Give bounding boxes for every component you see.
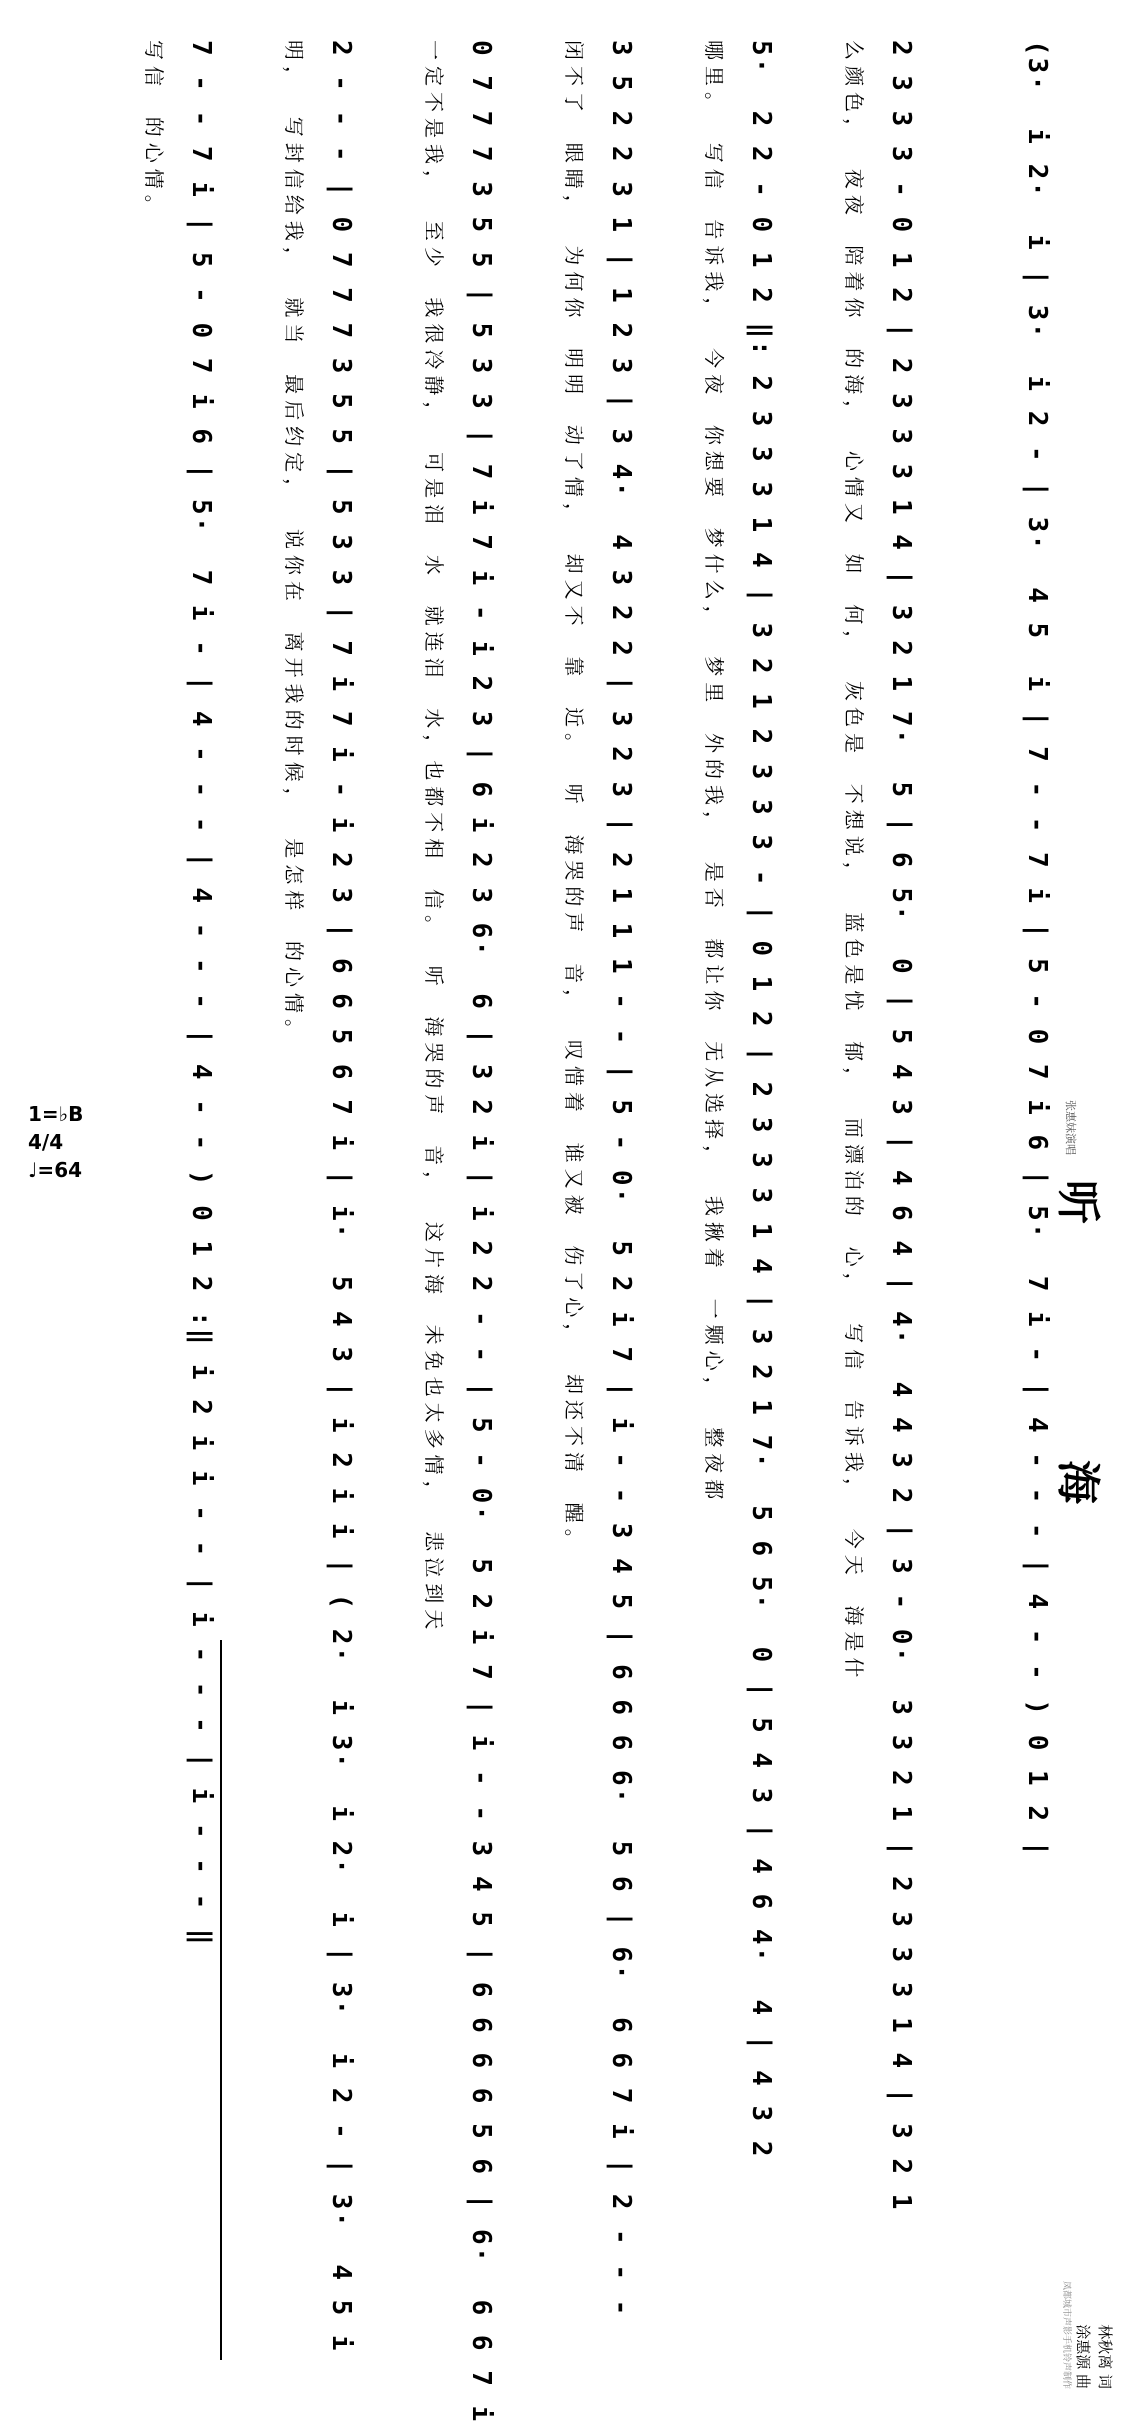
system-1 — [960, 40, 1052, 2390]
system-notes: 0 7 7 7 3 5 5 | 5 3 3 | 7 i 7 i - i 2 3 | 6 i 2 3 6· 6 | 3 2 i | i 2 2 - - | 5 - 0· 5 2 i 7 | i - - 3 4 5 | 6 6 6 6 5 6 | 6· 6 6 7 i — [466, 40, 496, 2423]
title-char-2: 海 — [1052, 1460, 1103, 1504]
title-char-1: 听 — [1052, 1180, 1103, 1224]
tempo: ♩=64 — [28, 1158, 83, 1182]
system-lyrics: 写信 的心情。 — [142, 40, 166, 221]
system-notes: 7 - - 7 i | 5 - 0 7 i 6 | 5· 7 i - | 4 - - - | 4 - - - | 4 - - ) 0 1 2 :‖ i 2 i i - - | i - - - | i - - - ‖ — [186, 40, 216, 1947]
system-lyrics: 么颜色， 夜夜 陪着你 的海， 心情又 如 何， 灰色是 不想说， 蓝色是忧 郁， 而漂泊的 心， 写信 告诉我， 今天 海是什 — [842, 40, 866, 1684]
time-signature: 4/4 — [28, 1130, 64, 1154]
system-lyrics: 闭不了 眼睛， 为何你 明明 动了情， 却又不 靠 近。 听 海哭的声 音， 叹惜着 谁又被 伤了心， 却还不清 醒。 — [562, 40, 586, 1555]
system-notes: (3· i 2· i | 3· i 2 - | 3· 4 5 i | 7 - - 7 i | 5 - 0 7 i 6 | 5· 7 i - | 4 - - - | 4 - - ) 0 1 2 | — [1022, 40, 1052, 1859]
credits — [1072, 2324, 1116, 2389]
system-lyrics: 哪里。 写信 告诉我， 今夜 你想要 梦什么， 梦里 外的我， 是否 都让你 无从选择， 我揪着 一颗心， 整夜都 — [702, 40, 726, 1506]
system-5 — [404, 40, 496, 2423]
system-notes: 5· 2 2 - 0 1 2 ‖: 2 3 3 3 1 4 | 3 2 1 2 3 3 3 - | 0 1 2 | 2 3 3 3 1 4 | 3 2 1 7· 5 6 5· 0 | 5 4 3 | 4 6 4· 4 | 4 3 2 — [746, 40, 776, 2159]
system-2 — [824, 40, 916, 2390]
key: 1=♭B — [28, 1102, 84, 1126]
lyricist: 林秋离 词 — [1096, 2324, 1114, 2389]
system-notes: 2 - - - | 0 7 7 7 3 5 5 | 5 3 3 | 7 i 7 i - i 2 3 | 6 6 5 6 7 i | i· 5 4 3 | i 2 i i | ( 2· i 3· i 2· i | 3· i 2 - | 3· 4 5 i — [326, 40, 356, 2353]
system-lyrics: 明， 写封信给我， 就当 最后约定， 说你在 离开我的时候， 是怎样 的心情。 — [282, 40, 306, 1046]
key-signature — [28, 1100, 83, 1184]
system-7 — [124, 40, 216, 2390]
system-notes: 2 3 3 3 - 0 1 2 | 2 3 3 3 1 4 | 3 2 1 7· 5 | 6 5· 0 | 5 4 3 | 4 6 4 | 4· 4 4 3 2 | 3 - 0· 3 3 2 1 | 2 3 3 3 1 4 | 3 2 1 — [886, 40, 916, 2212]
system-lyrics: 一定不是我， 至少 我很冷静， 可是泪 水 就连泪 水，也都不相 信。 听 海哭的声 音， 这片海 未免也太多情， 悲泣到天 — [422, 40, 446, 1636]
composer: 涂惠源 曲 — [1074, 2324, 1092, 2389]
second-ending-bracket — [220, 1640, 222, 2360]
system-notes: 3 5 2 2 3 1 | 1 2 3 | 3 4· 4 3 2 2 | 3 2 3 | 2 1 1 1 - - | 5 - 0· 5 2 i 7 | i - - 3 4 5 | 6 6 6 6· 5 6 | 6· 6 6 7 i | 2 - - - — [606, 40, 636, 2318]
singer: 张惠妹演唱 — [1064, 1100, 1077, 1155]
system-3 — [684, 40, 776, 2390]
system-6 — [264, 40, 356, 2390]
system-4 — [544, 40, 636, 2390]
copyright: 凤都城市声影手机铃声制作 — [1061, 2280, 1071, 2389]
